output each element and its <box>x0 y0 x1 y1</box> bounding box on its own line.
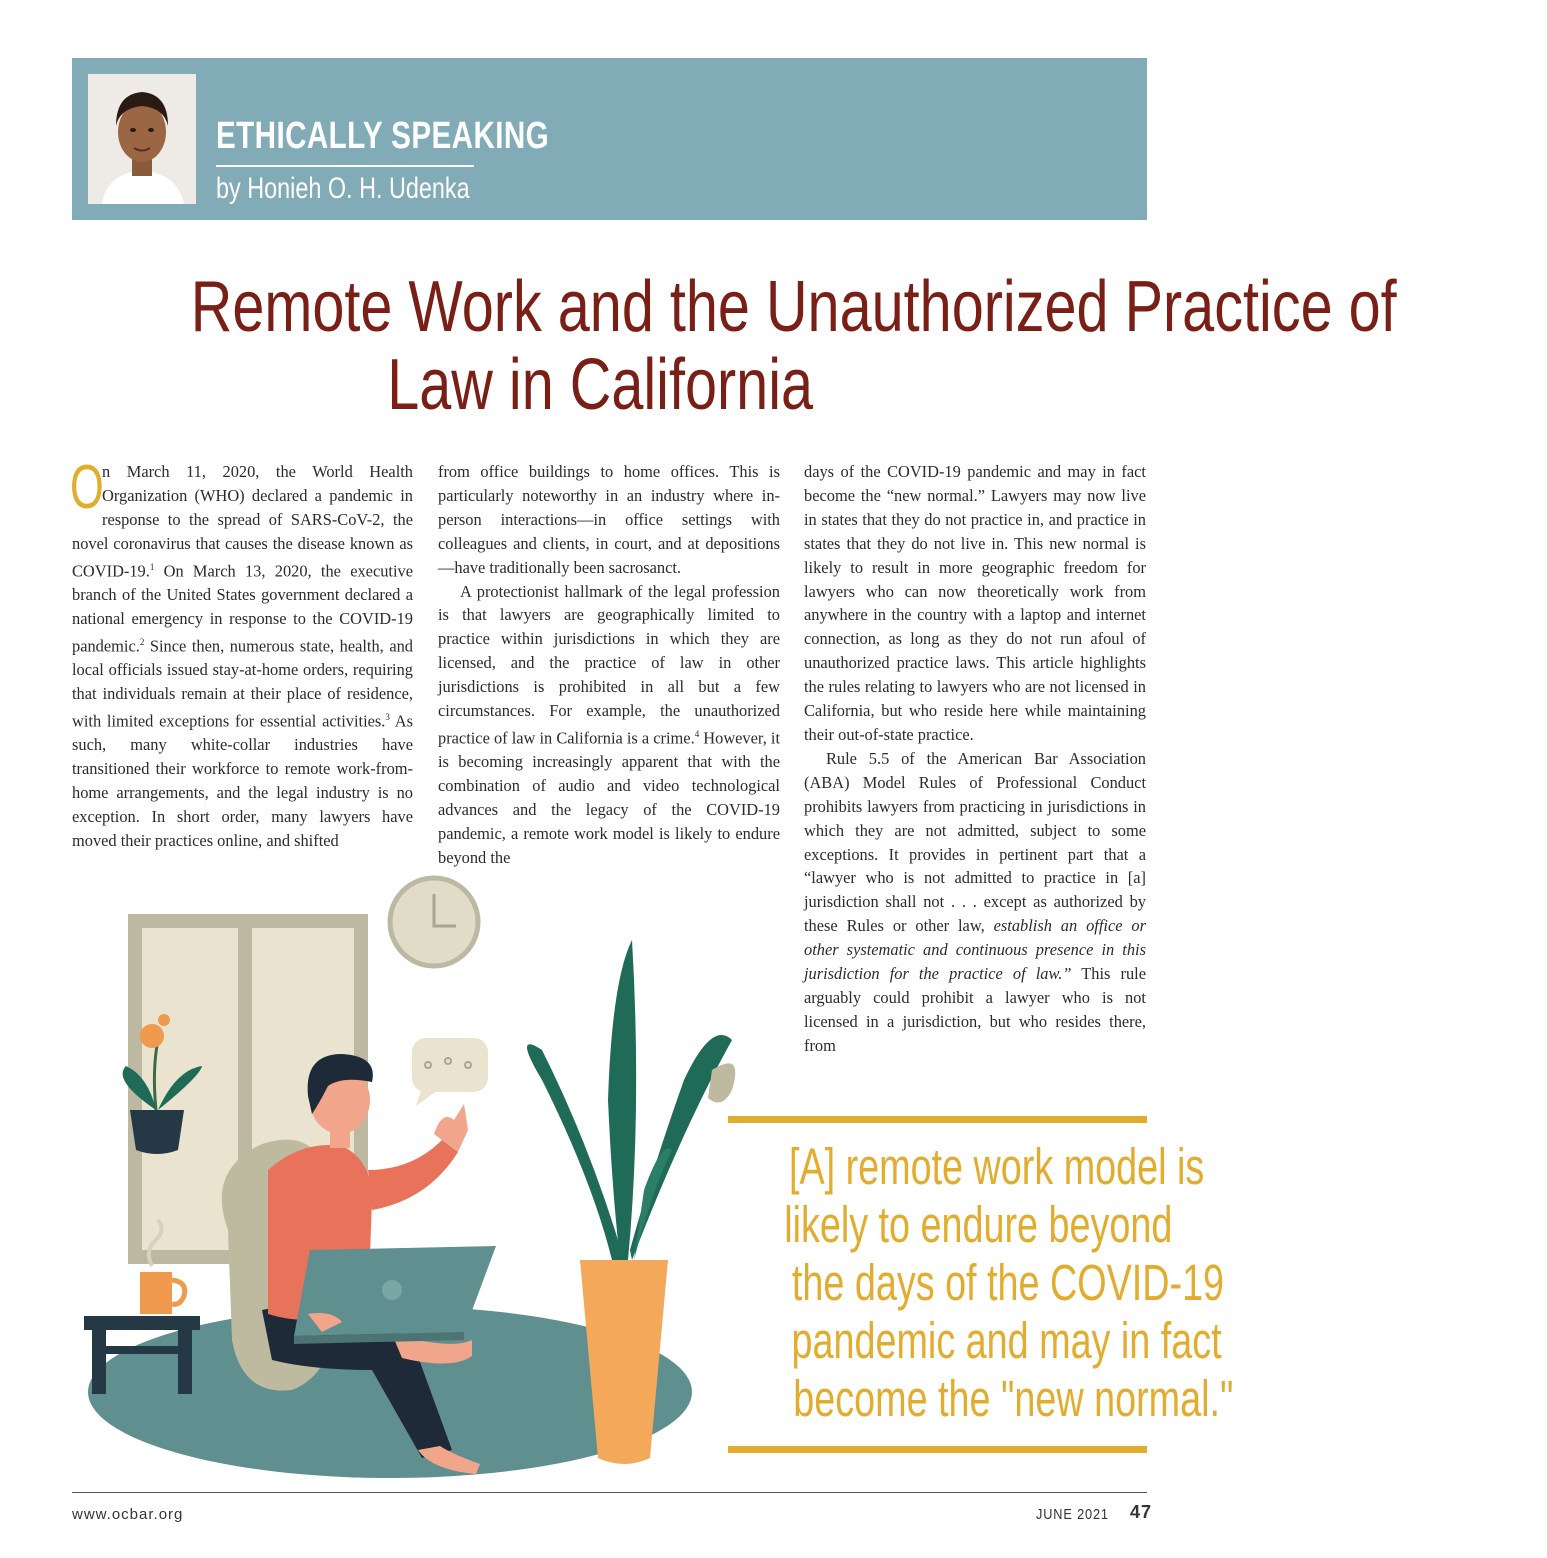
pull-quote-line: [A] remote work model is <box>788 1138 1205 1195</box>
label-divider <box>216 165 474 167</box>
paragraph: O n March 11, 2020, the World Health Organization (WHO) declared a pandemic in response to the spread of SARS-CoV-2, the novel coronavirus that causes the disease known as COVID-19.$^1$ On March 13, 2020, the executive branch of the United States government declared a national emergency in response to the COVID-19 pandemic.$^2$ Since then, numerous state, health, and local officials issued stay-at-home orders, requiring that individuals remain at their place of residence, with limited exceptions for essential activities.$^3$ As such, many white-collar industries have transitioned their workforce to remote work-from-home arrangements, and the legal industry is no exception. In short order, many lawyers have moved their practices online, and shifted <box>70 453 413 850</box>
pull-quote-top-rule <box>728 1116 1147 1123</box>
pull-quote-line: the days of the COVID-19 <box>791 1254 1225 1311</box>
drop-cap: O <box>70 453 104 522</box>
title-line-1: Remote Work and the Unauthorized Practice of <box>190 267 1397 347</box>
body-column-1 <box>70 453 413 853</box>
footnote-ref[interactable]: 1 <box>149 561 155 572</box>
pull-quote-line: become the "new normal." <box>793 1370 1234 1427</box>
column-label: ETHICALLY SPEAKING <box>216 115 550 157</box>
pull-quote-bottom-rule <box>728 1446 1147 1453</box>
footer-issue-date: JUNE 2021 <box>1036 1506 1109 1523</box>
footnote-ref[interactable]: 4 <box>694 728 700 739</box>
paragraph: from office buildings to home offices. This is particularly noteworthy in an industry where in-person interactions—in office settings with colleagues and clients, in court, and at depositions—have traditionally been sacrosanct. <box>438 462 780 577</box>
paragraph: A protectionist hallmark of the legal profession is that lawyers are geographically limited to practice within jurisdictions in which they are licensed, and the practice of law in other jurisdictions is prohibited in all but a few circumstances. For example, the unauthorized practice of law in California is a crime.$^4$ However, it is becoming increasingly apparent that with the combination of audio and video technological advances and the legacy of the COVID-19 pandemic, a remote work model is likely to endure beyond the <box>438 581 781 867</box>
remote-work-illustration <box>72 870 772 1485</box>
body-column-3 <box>804 460 1146 1058</box>
author-byline: by Honieh O. H. Udenka <box>216 172 470 205</box>
pull-quote-line: pandemic and may in fact <box>791 1312 1222 1369</box>
footnote-ref[interactable]: 2 <box>139 636 145 647</box>
paragraph: days of the COVID-19 pandemic and may in fact become the “new normal.” Lawyers may now live in states that they do not practice in, and practice in states that they do not live in. This new normal is likely to result in more geographic freedom for lawyers who can now theoretically work from anywhere in the country with a laptop and internet connection, as long as they do not run afoul of unauthorized practice laws. This article highlights the rules relating to lawyers who are not licensed in California, but who reside here while maintaining their out-of-state practice. <box>804 462 1146 744</box>
page-number: 47 <box>1130 1502 1153 1522</box>
article-title <box>40 267 1397 425</box>
author-portrait <box>88 74 196 204</box>
paragraph: Rule 5.5 of the American Bar Association (ABA) Model Rules of Professional Conduct prohibits lawyers from practicing in jurisdictions in which they are not admitted, subject to some exceptions. It provides in pertinent part that a “lawyer who is not admitted to practice in [a] jurisdiction shall not . . . except as authorized by these Rules or other law, establish an office or other systematic and continuous presence in this jurisdiction for the practice of law.” This rule arguably could prohibit a lawyer who is not licensed in a jurisdiction, but who resides there, from <box>804 748 1146 1055</box>
body-column-2 <box>438 460 780 870</box>
footer-divider <box>72 1492 1147 1493</box>
pull-quote <box>716 1138 1234 1428</box>
title-line-2: Law in California <box>387 345 813 425</box>
pull-quote-line: likely to endure beyond <box>784 1196 1173 1253</box>
column-banner <box>72 58 1147 220</box>
footnote-ref[interactable]: 3 <box>385 712 390 722</box>
footer-url[interactable]: www.ocbar.org <box>72 1506 184 1523</box>
